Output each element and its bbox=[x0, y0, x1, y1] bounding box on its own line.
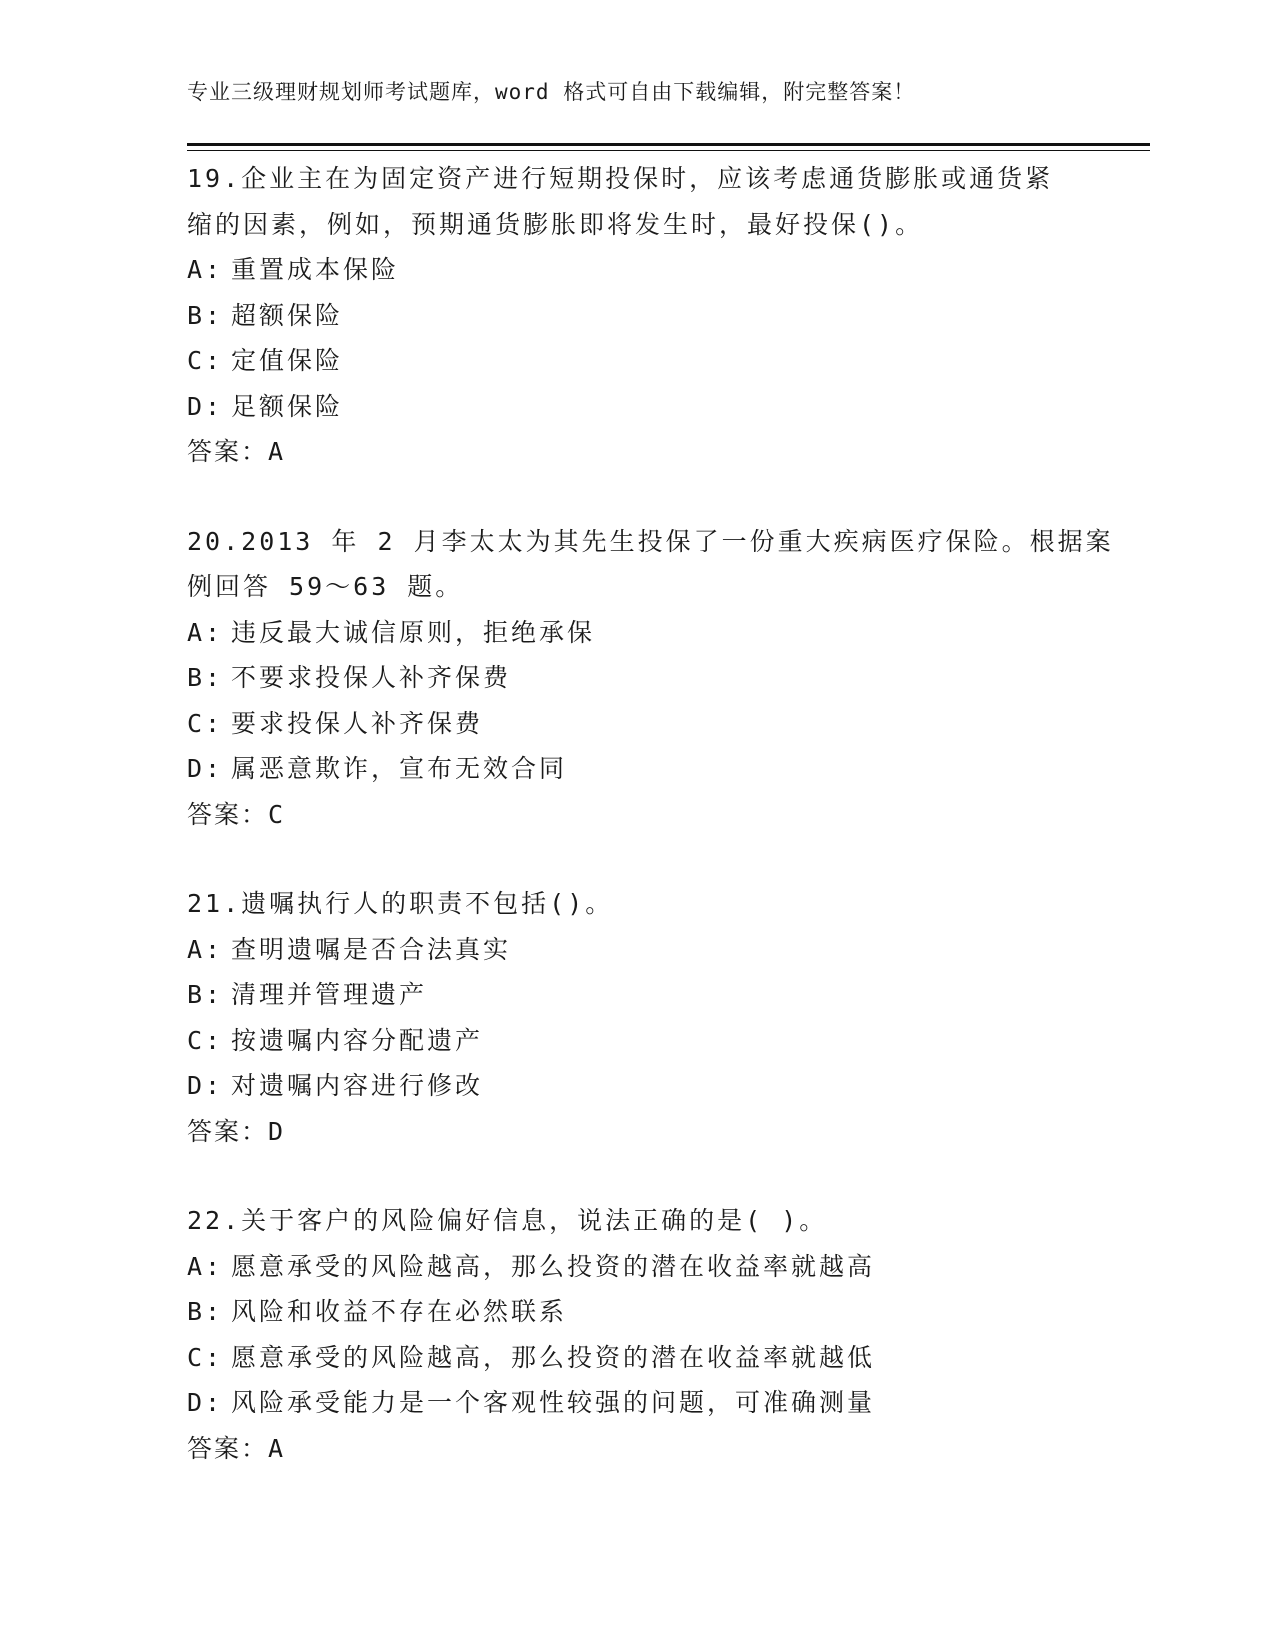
option-text: 超额保险 bbox=[231, 300, 344, 330]
option-key: C: bbox=[187, 1025, 224, 1055]
option-b bbox=[187, 1289, 1087, 1335]
option-key: C: bbox=[187, 346, 224, 375]
option-key: A: bbox=[187, 1251, 224, 1281]
option-a bbox=[187, 610, 1087, 656]
option-text: 定值保险 bbox=[231, 346, 344, 375]
question-list bbox=[187, 156, 1114, 1515]
question-stem-line: 22.关于客户的风险偏好信息，说法正确的是( )。 bbox=[187, 1206, 828, 1235]
option-text: 愿意承受的风险越高，那么投资的潜在收益率就越高 bbox=[231, 1251, 876, 1281]
option-key: C: bbox=[187, 708, 224, 738]
option-text: 足额保险 bbox=[231, 391, 344, 421]
option-text: 违反最大诚信原则，拒绝承保 bbox=[231, 617, 596, 647]
option-key: A: bbox=[187, 934, 224, 964]
option-key: B: bbox=[187, 300, 224, 330]
option-key: D: bbox=[187, 1071, 224, 1100]
option-c bbox=[187, 1335, 1087, 1381]
option-a bbox=[187, 1244, 1087, 1290]
option-text: 重置成本保险 bbox=[231, 255, 400, 284]
option-d bbox=[187, 1063, 1087, 1109]
option-key: B: bbox=[187, 1297, 224, 1326]
header-divider-thin bbox=[187, 150, 1150, 151]
page-header: 专业三级理财规划师考试题库，word 格式可自由下载编辑，附完整答案！ bbox=[187, 80, 916, 104]
answer-value: A bbox=[268, 1433, 286, 1463]
question-stem-line: 例回答 59～63 题。 bbox=[187, 572, 464, 601]
question-20 bbox=[187, 519, 1114, 838]
option-text: 愿意承受的风险越高，那么投资的潜在收益率就越低 bbox=[231, 1342, 876, 1372]
answer-value: A bbox=[268, 437, 286, 466]
question-stem-line: 21.遗嘱执行人的职责不包括()。 bbox=[187, 889, 614, 918]
option-key: A: bbox=[187, 617, 224, 647]
option-key: A: bbox=[187, 255, 224, 284]
answer-value: C bbox=[268, 799, 286, 829]
question-stem-line: 20.2013 年 2 月李太太为其先生投保了一份重大疾病医疗保险。根据案 bbox=[187, 526, 1114, 556]
option-key: D: bbox=[187, 754, 224, 783]
option-b bbox=[187, 972, 1087, 1018]
option-a bbox=[187, 927, 1087, 973]
option-c bbox=[187, 701, 1087, 747]
option-b bbox=[187, 655, 1087, 701]
answer-label: 答案： bbox=[187, 1433, 269, 1463]
option-key: C: bbox=[187, 1342, 224, 1372]
option-text: 要求投保人补齐保费 bbox=[231, 708, 484, 738]
question-stem-line: 缩的因素，例如，预期通货膨胀即将发生时，最好投保()。 bbox=[187, 209, 924, 239]
option-b bbox=[187, 293, 1087, 339]
option-text: 清理并管理遗产 bbox=[231, 980, 428, 1009]
answer-label: 答案： bbox=[187, 437, 269, 466]
option-text: 属恶意欺诈，宣布无效合同 bbox=[231, 754, 568, 783]
header-divider-thick bbox=[187, 143, 1150, 146]
option-text: 查明遗嘱是否合法真实 bbox=[231, 934, 512, 964]
option-text: 不要求投保人补齐保费 bbox=[231, 663, 512, 692]
option-key: D: bbox=[187, 1388, 224, 1417]
option-c bbox=[187, 338, 1087, 384]
question-21 bbox=[187, 881, 1087, 1154]
answer-line bbox=[187, 1109, 1087, 1155]
answer-line bbox=[187, 429, 1087, 475]
option-key: B: bbox=[187, 663, 224, 692]
answer-line bbox=[187, 792, 1087, 838]
option-text: 按遗嘱内容分配遗产 bbox=[231, 1025, 484, 1055]
option-a bbox=[187, 247, 1087, 293]
option-key: D: bbox=[187, 391, 224, 421]
answer-line bbox=[187, 1426, 1087, 1472]
question-stem-line: 19.企业主在为固定资产进行短期投保时，应该考虑通货膨胀或通货紧 bbox=[187, 164, 1054, 193]
option-text: 风险和收益不存在必然联系 bbox=[231, 1297, 568, 1326]
option-d bbox=[187, 1380, 1087, 1426]
option-key: B: bbox=[187, 980, 224, 1009]
answer-value: D bbox=[268, 1116, 286, 1146]
option-c bbox=[187, 1018, 1087, 1064]
option-text: 对遗嘱内容进行修改 bbox=[231, 1071, 484, 1100]
option-d bbox=[187, 746, 1087, 792]
question-19 bbox=[187, 156, 1087, 475]
answer-label: 答案： bbox=[187, 1116, 269, 1146]
option-d bbox=[187, 384, 1087, 430]
question-22 bbox=[187, 1198, 1087, 1471]
option-text: 风险承受能力是一个客观性较强的问题，可准确测量 bbox=[231, 1388, 876, 1417]
answer-label: 答案： bbox=[187, 799, 269, 829]
